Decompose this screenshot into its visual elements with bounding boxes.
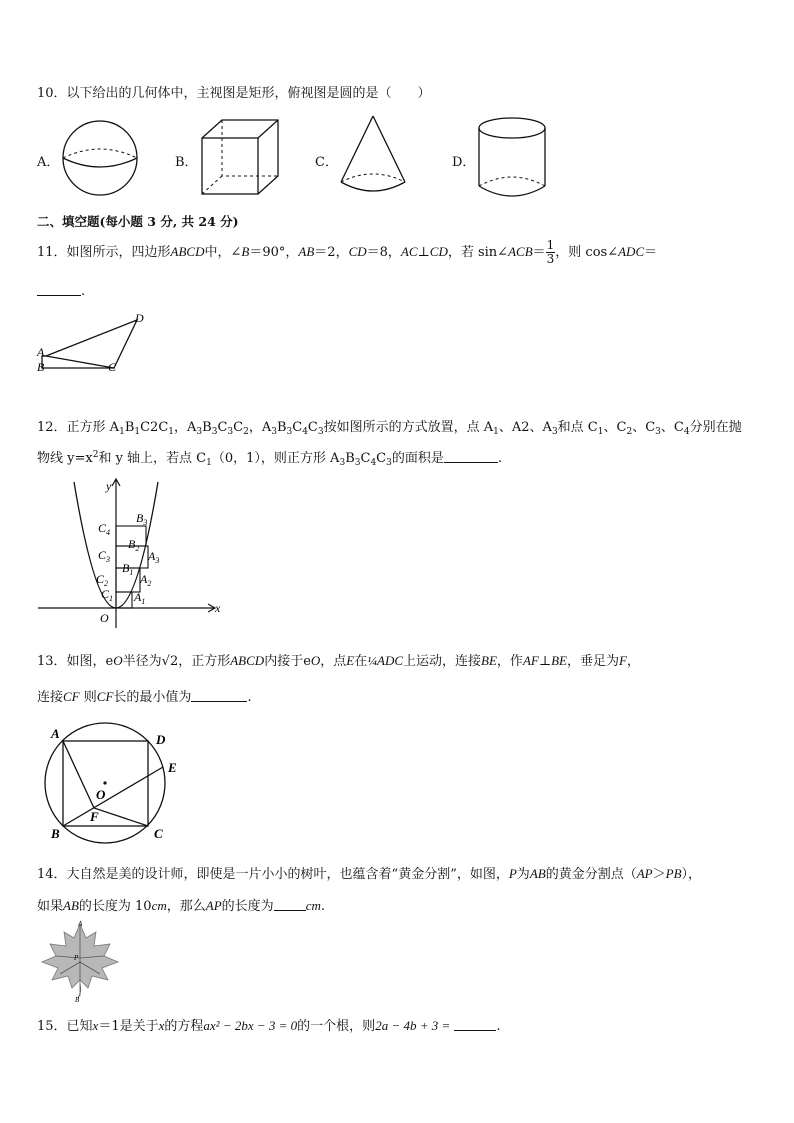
q13-stem-line1: 13．如图，eO半径为√2，正方形ABCD内接于eO，点E在¼ADC上运动，连接BE，作AF⊥BE，垂足为F， [37,653,640,669]
fraction-one-third: $\frac{1}{3}$ [546,238,555,266]
leaf-label-p: P [74,954,79,962]
q12-label-b2: $B_2$ [128,537,140,553]
q10-option-a-label: A． [37,155,60,170]
q15-stem: 15．已知x＝1是关于x的方程ax² − 2bx − 3 = 0的一个根，则2a − 4b + 3 = . [37,1018,501,1034]
q10-option-c-label: C． [315,155,338,170]
cylinder-icon [476,116,548,200]
q11-answer-line: . [37,283,85,299]
answer-blank[interactable] [444,450,498,463]
leaf-label-b: B [75,996,80,1004]
leaf-figure [38,918,122,1004]
q12-label-a2: $A_2$ [140,572,152,588]
q11-label-b: B [37,360,45,374]
q12-label-x: x [215,601,221,615]
answer-blank[interactable] [454,1018,496,1031]
q12-label-o: O [100,611,109,625]
answer-blank[interactable] [191,689,247,702]
q13-label-e: E [168,760,177,775]
q12-figure [36,476,226,632]
q11-stem: 11．如图所示，四边形ABCD中，∠B＝90°，AB＝2，CD＝8，AC⊥CD，若 sin∠ACB＝ $\frac{1}{3}$ ，则 cos∠ADC＝ [37,238,658,266]
q12-label-c4: $C_4$ [98,521,111,537]
q11-label-c: C [108,360,117,374]
q14-stem-line1: 14．大自然是美的设计师，即使是一片小小的树叶，也蕴含着“黄金分割”，如图，P为AB的黄金分割点（AP＞PB）， [37,866,702,882]
sphere-icon [60,118,140,198]
q13-label-c: C [154,826,163,841]
q11-label-a: A [37,345,45,359]
q12-label-a3: $A_3$ [148,549,160,565]
q12-stem-line1: 12．正方形 $A_1B_1C2C_1$，$A_3B_3C_3C_2$，$A_3B_3C_4C_3$按如图所示的方式放置，点 $A_1$、A2、$A_3$和点 $C_1$、$C_2$、$C_3$、$C_4$分别在抛 [37,420,742,437]
q11-label-d: D [135,311,144,325]
q12-label-c3: $C_3$ [98,548,111,564]
q14-stem-line2: 如果AB的长度为 10cm，那么AP的长度为 cm. [37,898,325,914]
section-title: 二、填空题(每小题 3 分, 共 24 分) [37,214,239,229]
q13-stem-line2: 连接CF 则CF长的最小值为 . [37,689,252,705]
q12-label-b3: $B_3$ [136,511,148,527]
q11-figure [34,312,164,378]
leaf-label-a: A [78,920,83,928]
q12-label-b1: $B_1$ [122,561,134,577]
q10-option-d-label: D． [452,155,476,170]
q10-stem: 10．以下给出的几何体中，主视图是矩形，俯视图是圆的是（ ） [37,86,431,101]
q12-label-c2: $C_2$ [96,572,109,588]
q12-label-y: y [106,479,112,493]
cone-icon [338,114,408,200]
q13-label-a: A [51,726,60,741]
q12-label-c1: $C_1$ [101,587,114,603]
q13-label-f: F [90,809,99,824]
q12-stem-line2: 物线 $y=x^2$和 y 轴上，若点 $C_1(0$，1），则正方形 $A_3B_3C_4C_3$的面积是 . [37,450,503,468]
answer-blank[interactable] [274,898,306,911]
q13-label-o: O [96,787,106,802]
cube-icon [198,116,282,200]
q13-label-b: B [51,826,60,841]
q10-option-b-label: B． [175,155,198,170]
answer-blank[interactable] [37,283,81,296]
q12-label-a1: $A_1$ [134,590,146,606]
q13-figure [38,724,188,844]
q13-label-d: D [156,732,166,747]
